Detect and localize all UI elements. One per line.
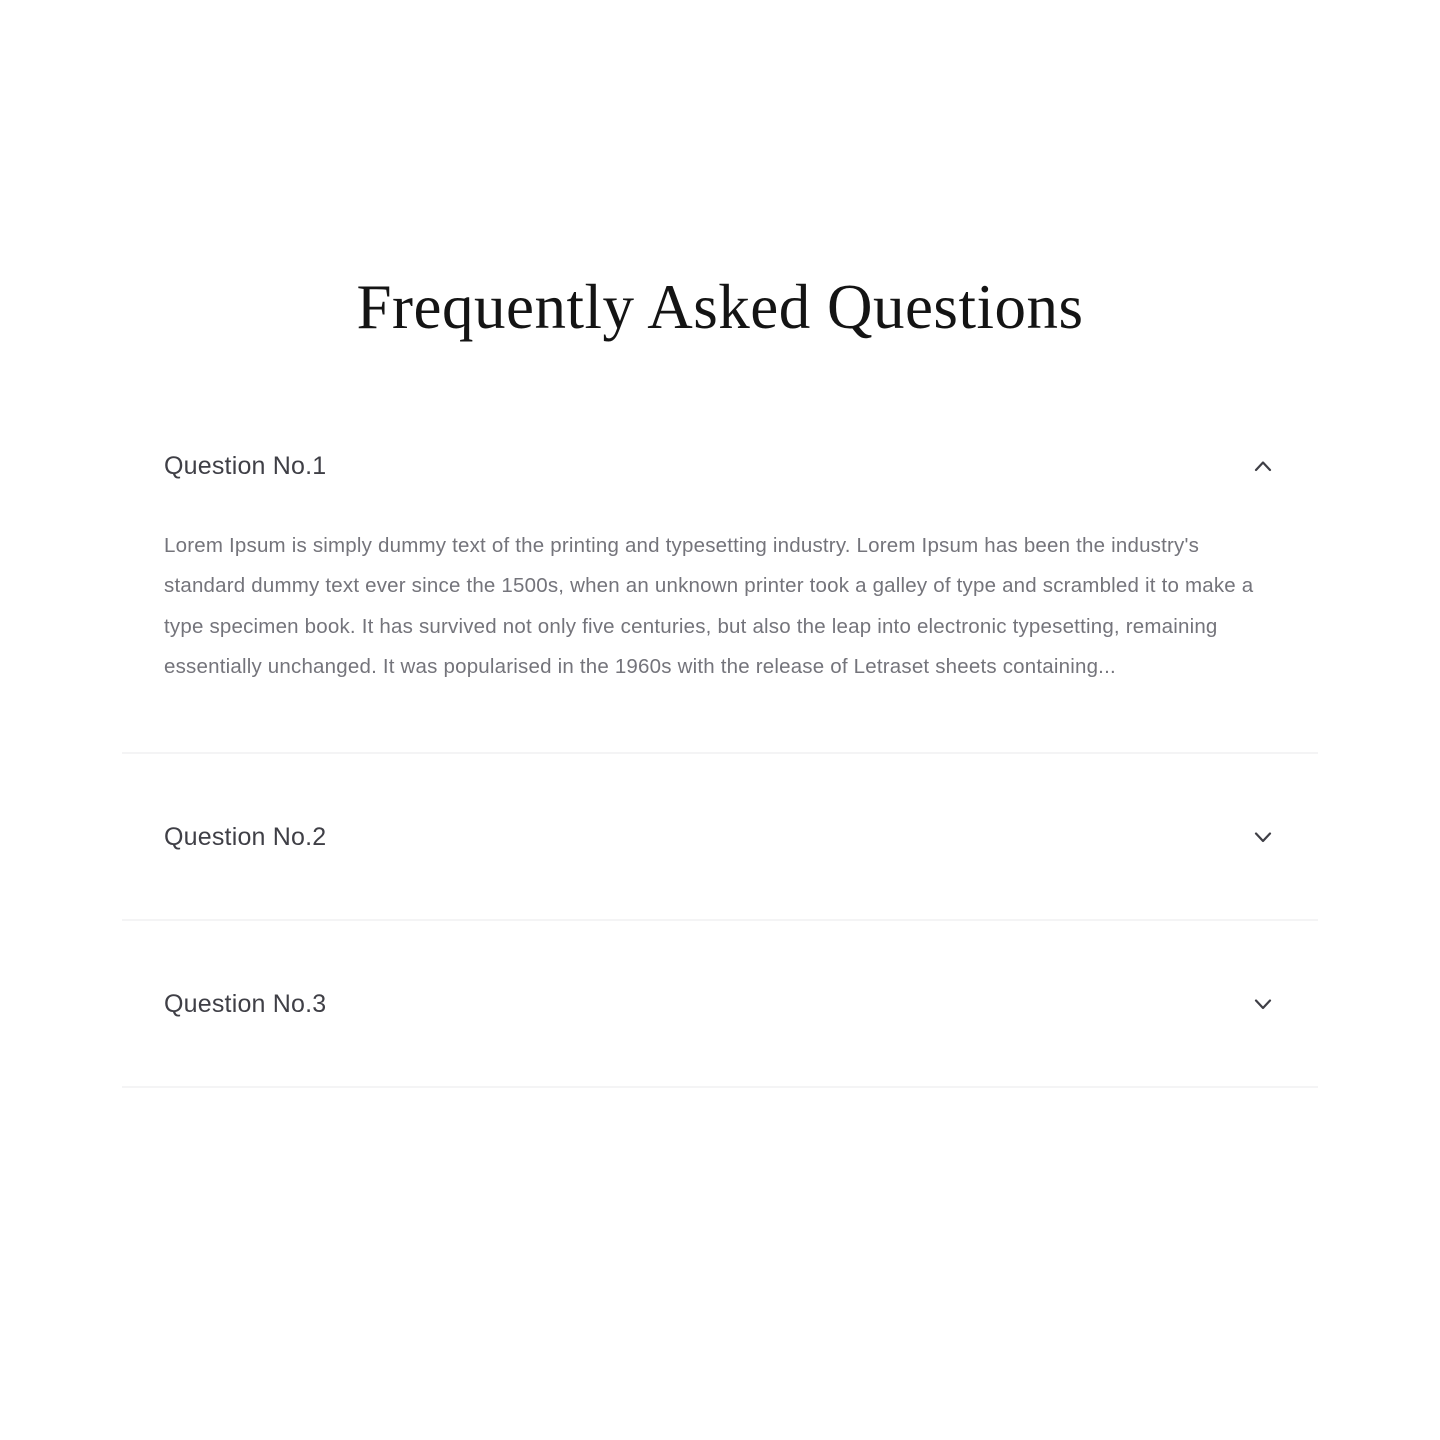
faq-question-label: Question No.2 (164, 822, 327, 851)
faq-question-label: Question No.1 (164, 451, 327, 480)
faq-item-1-header[interactable] (164, 449, 1276, 484)
chevron-down-icon[interactable] (1250, 824, 1276, 850)
chevron-up-icon[interactable] (1250, 453, 1276, 479)
faq-accordion (122, 383, 1318, 1088)
faq-item (122, 383, 1318, 754)
faq-answer-text: Lorem Ipsum is simply dummy text of the printing and typesetting industry. Lorem Ipsum has been the industry's standard dummy text ever since the 1500s, when an unknown printer took a galley of type and scrambled it to make a type specimen book. It has survived not only five centuries, but also the leap into electronic typesetting, remaining essentially unchanged. It was popularised in the 1960s with the release of Letraset sheets containing... (164, 533, 1254, 679)
faq-question-label: Question No.3 (164, 989, 327, 1018)
faq-item-2-header[interactable] (164, 820, 1276, 855)
faq-item (122, 921, 1318, 1088)
faq-item-3-header[interactable] (164, 987, 1276, 1022)
page-title: Frequently Asked Questions (356, 272, 1084, 342)
faq-item (122, 754, 1318, 921)
chevron-down-icon[interactable] (1250, 991, 1276, 1017)
